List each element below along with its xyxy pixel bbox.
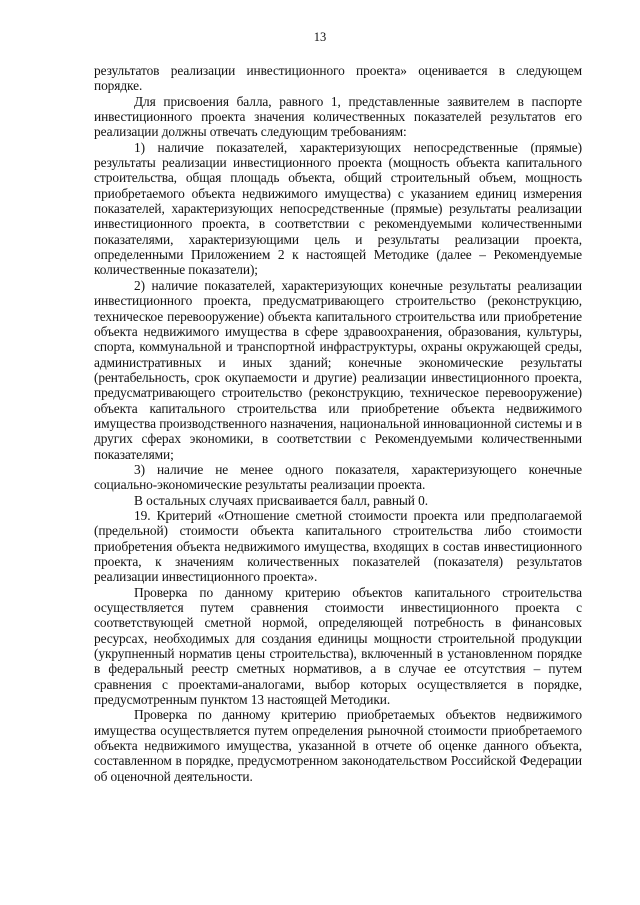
paragraph-continuation: результатов реализации инвестиционного проекта» оценивается в следующем порядке.	[94, 63, 582, 94]
page-number: 13	[313, 30, 327, 44]
paragraph-criterion-19: 19. Критерий «Отношение сметной стоимости проекта или предполагаемой (предельной) стоимости объекта капитального строительства либо стоимости приобретения объекта недвижимого имущества, входящих в состав инвестиционного проекта, к значениям количественных показателей (показателя) результатов реализации инвестиционного проекта».	[94, 507, 582, 585]
paragraph-requirement-2: 2) наличие показателей, характеризующих конечные результаты реализации инвестиционного проекта, предусматривающего строительство (реконструкцию, техническое перевооружение) объекта капитального строительства или приобретение объекта недвижимого имущества в сфере здравоохранения, образования, культуры, спорта, коммунальной и транспортной инфраструктуры, охраны окружающей среды, административных и иных зданий; конечные экономические результаты (рентабельность, срок окупаемости и другие) реализации инвестиционного проекта, предусматривающего строительство (реконструкцию, техническое перевооружение) объекта капитального строительства или приобретение объекта недвижимого имущества производственного назначения, национальной инновационной системы и в других сферах экономики, в соответствии с Рекомендуемыми количественными показателями;	[94, 277, 582, 462]
paragraph-requirement-1: 1) наличие показателей, характеризующих непосредственные (прямые) результаты реализации инвестиционного проекта (мощность объекта капитального строительства, общая площадь объекта, общий строительный объем, мощность приобретаемого объекта недвижимого имущества) с указанием единиц измерения показателей, характеризующих непосредственные (прямые) результаты реализации инвестиционного проекта, в соответствии с рекомендуемыми количественными показателями, характеризующими цель и результаты реализации проекта, определенными Приложением 2 к настоящей Методике (далее – Рекомендуемые количественные показатели);	[94, 139, 582, 278]
paragraph-capital-construction-check: Проверка по данному критерию объектов капитального строительства осуществляется путем сравнения стоимости инвестиционного проекта с соответствующей сметной нормой, определяющей потребность в финансовых ресурсах, необходимых для создания единицы мощности строительной продукции (укрупненный норматив цены строительства), включенный в установленном порядке в федеральный реестр сметных нормативов, а в случае ее отсутствия – путем сравнения с проектами-аналогами, выбор которых осуществляется в порядке, предусмотренным пунктом 13 настоящей Методики.	[94, 584, 582, 708]
paragraph-real-estate-check: Проверка по данному критерию приобретаемых объектов недвижимого имущества осуществляется путем определения рыночной стоимости приобретаемого объекта недвижимого имущества, указанной в отчете об оценке данного объекта, составленном в порядке, предусмотренном законодательством Российской Федерации об оценочной деятельности.	[94, 707, 582, 784]
paragraph-requirement-3: 3) наличие не менее одного показателя, характеризующего конечные социально-экономические результаты реализации проекта.	[94, 461, 582, 493]
paragraph-otherwise-zero: В остальных случаях присваивается балл, равный 0.	[134, 492, 428, 508]
paragraph-score-requirements-intro: Для присвоения балла, равного 1, представленные заявителем в паспорте инвестиционного проекта значения количественных показателей результатов его реализации должны отвечать следующим требованиям:	[94, 93, 582, 140]
document-body	[94, 63, 582, 784]
